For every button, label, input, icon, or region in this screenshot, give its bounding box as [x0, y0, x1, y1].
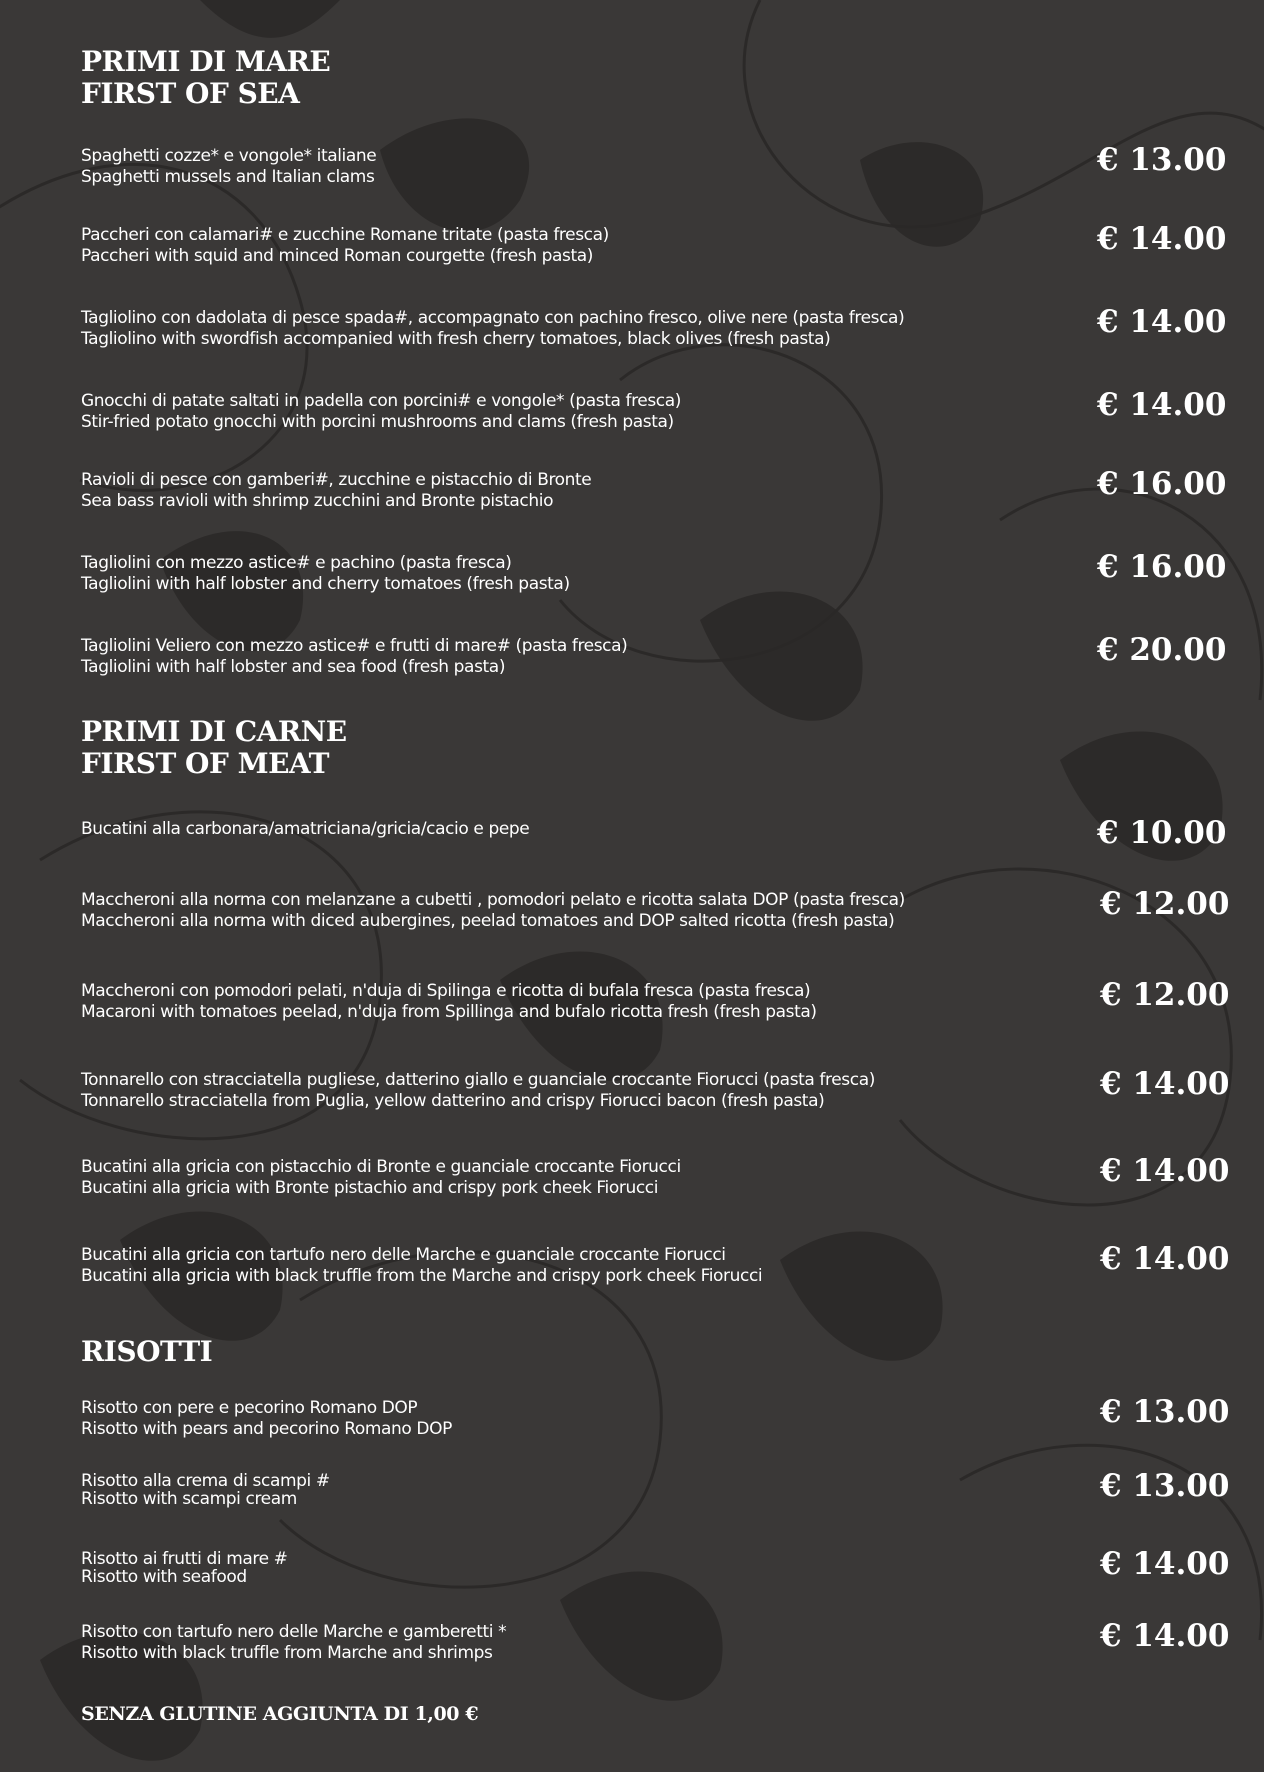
item-name-en: Tagliolino with swordfish accompanied with fresh cherry tomatoes, black olives (fresh pasta) — [81, 329, 831, 349]
menu-item — [81, 1153, 1264, 1205]
item-price: € 14.00 — [1100, 1241, 1230, 1277]
section-heading-sea — [81, 46, 330, 110]
item-name-it: Risotto ai frutti di mare # — [81, 1549, 288, 1569]
item-price: € 14.00 — [1100, 1153, 1230, 1189]
item-price: € 12.00 — [1100, 886, 1230, 922]
item-name-it: Tonnarello con stracciatella pugliese, datterino giallo e guanciale croccante Fiorucci (pasta fresca) — [81, 1070, 875, 1090]
item-name-en: Tonnarello stracciatella from Puglia, yellow datterino and crispy Fiorucci bacon (fresh pasta) — [81, 1091, 825, 1111]
item-name-it: Ravioli di pesce con gamberi#, zucchine e pistacchio di Bronte — [81, 470, 592, 490]
item-name-en: Tagliolini with half lobster and sea food (fresh pasta) — [81, 657, 506, 677]
menu-item — [81, 1066, 1264, 1118]
item-name-en: Sea bass ravioli with shrimp zucchini and Bronte pistachio — [81, 491, 554, 511]
item-price: € 16.00 — [1097, 549, 1227, 585]
item-name-en: Risotto with black truffle from Marche and shrimps — [81, 1643, 493, 1663]
menu-item — [81, 815, 1264, 867]
item-name-en: Macaroni with tomatoes peelad, n'duja from Spillinga and bufalo ricotta fresh (fresh pasta) — [81, 1002, 817, 1022]
item-price: € 16.00 — [1097, 466, 1227, 502]
item-price: € 12.00 — [1100, 977, 1230, 1013]
item-price: € 13.00 — [1100, 1394, 1230, 1430]
menu-item — [81, 142, 1264, 194]
item-name-it: Tagliolini Veliero con mezzo astice# e frutti di mare# (pasta fresca) — [81, 636, 628, 656]
heading-line: RISOTTI — [81, 1335, 213, 1368]
menu-item — [81, 1468, 1264, 1520]
gluten-free-note: SENZA GLUTINE AGGIUNTA DI 1,00 € — [81, 1703, 479, 1725]
menu-item — [81, 977, 1264, 1029]
menu-item — [81, 632, 1264, 684]
heading-line: PRIMI DI MARE — [81, 45, 331, 78]
heading-line: FIRST OF SEA — [81, 77, 300, 110]
menu-item — [81, 221, 1264, 273]
item-price: € 20.00 — [1097, 632, 1227, 668]
item-name-en: Risotto with scampi cream — [81, 1489, 297, 1509]
item-price: € 14.00 — [1097, 387, 1227, 423]
item-name-en: Risotto with seafood — [81, 1567, 247, 1587]
item-price: € 14.00 — [1100, 1546, 1230, 1582]
menu-item — [81, 1241, 1264, 1293]
item-name-it: Maccheroni con pomodori pelati, n'duja di Spilinga e ricotta di bufala fresca (pasta fresca) — [81, 981, 811, 1001]
item-name-en: Tagliolini with half lobster and cherry tomatoes (fresh pasta) — [81, 574, 570, 594]
menu-item — [81, 466, 1264, 518]
item-price: € 14.00 — [1100, 1066, 1230, 1102]
menu-item — [81, 1618, 1264, 1670]
item-name-it: Bucatini alla gricia con tartufo nero delle Marche e guanciale croccante Fiorucci — [81, 1245, 726, 1265]
item-price: € 14.00 — [1097, 304, 1227, 340]
menu-item — [81, 1394, 1264, 1446]
menu-item — [81, 304, 1264, 356]
menu-item — [81, 1546, 1264, 1598]
menu-item — [81, 886, 1264, 938]
menu-item — [81, 387, 1264, 439]
item-name-en: Maccheroni alla norma with diced aubergines, peelad tomatoes and DOP salted ricotta (fresh pasta) — [81, 911, 895, 931]
item-name-it: Risotto alla crema di scampi # — [81, 1471, 330, 1491]
item-name-it: Tagliolino con dadolata di pesce spada#, accompagnato con pachino fresco, olive nere (pasta fresca) — [81, 308, 905, 328]
item-name-it: Bucatini alla carbonara/amatriciana/gricia/cacio e pepe — [81, 819, 530, 839]
item-name-en: Bucatini alla gricia with Bronte pistachio and crispy pork cheek Fiorucci — [81, 1178, 659, 1198]
item-name-en: Risotto with pears and pecorino Romano DOP — [81, 1419, 452, 1439]
section-heading-meat — [81, 716, 347, 780]
item-name-en: Spaghetti mussels and Italian clams — [81, 167, 375, 187]
item-name-it: Paccheri con calamari# e zucchine Romane tritate (pasta fresca) — [81, 225, 609, 245]
item-name-it: Spaghetti cozze* e vongole* italiane — [81, 146, 377, 166]
item-name-en: Paccheri with squid and minced Roman courgette (fresh pasta) — [81, 246, 593, 266]
item-name-it: Maccheroni alla norma con melanzane a cubetti , pomodori pelato e ricotta salata DOP (pasta fresca) — [81, 890, 905, 910]
item-name-it: Bucatini alla gricia con pistacchio di Bronte e guanciale croccante Fiorucci — [81, 1157, 681, 1177]
heading-line: FIRST OF MEAT — [81, 747, 329, 780]
item-name-it: Gnocchi di patate saltati in padella con porcini# e vongole* (pasta fresca) — [81, 391, 682, 411]
item-price: € 10.00 — [1097, 815, 1227, 851]
item-price: € 13.00 — [1100, 1468, 1230, 1504]
item-price: € 13.00 — [1097, 142, 1227, 178]
item-name-it: Risotto con tartufo nero delle Marche e gamberetti * — [81, 1622, 507, 1642]
item-name-en: Stir-fried potato gnocchi with porcini mushrooms and clams (fresh pasta) — [81, 412, 674, 432]
menu-item — [81, 549, 1264, 601]
item-name-en: Bucatini alla gricia with black truffle from the Marche and crispy pork cheek Fiorucci — [81, 1266, 763, 1286]
heading-line: PRIMI DI CARNE — [81, 715, 347, 748]
item-price: € 14.00 — [1097, 221, 1227, 257]
item-name-it: Tagliolini con mezzo astice# e pachino (pasta fresca) — [81, 553, 512, 573]
item-name-it: Risotto con pere e pecorino Romano DOP — [81, 1398, 418, 1418]
section-heading-risotti — [81, 1336, 212, 1368]
item-price: € 14.00 — [1100, 1618, 1230, 1654]
